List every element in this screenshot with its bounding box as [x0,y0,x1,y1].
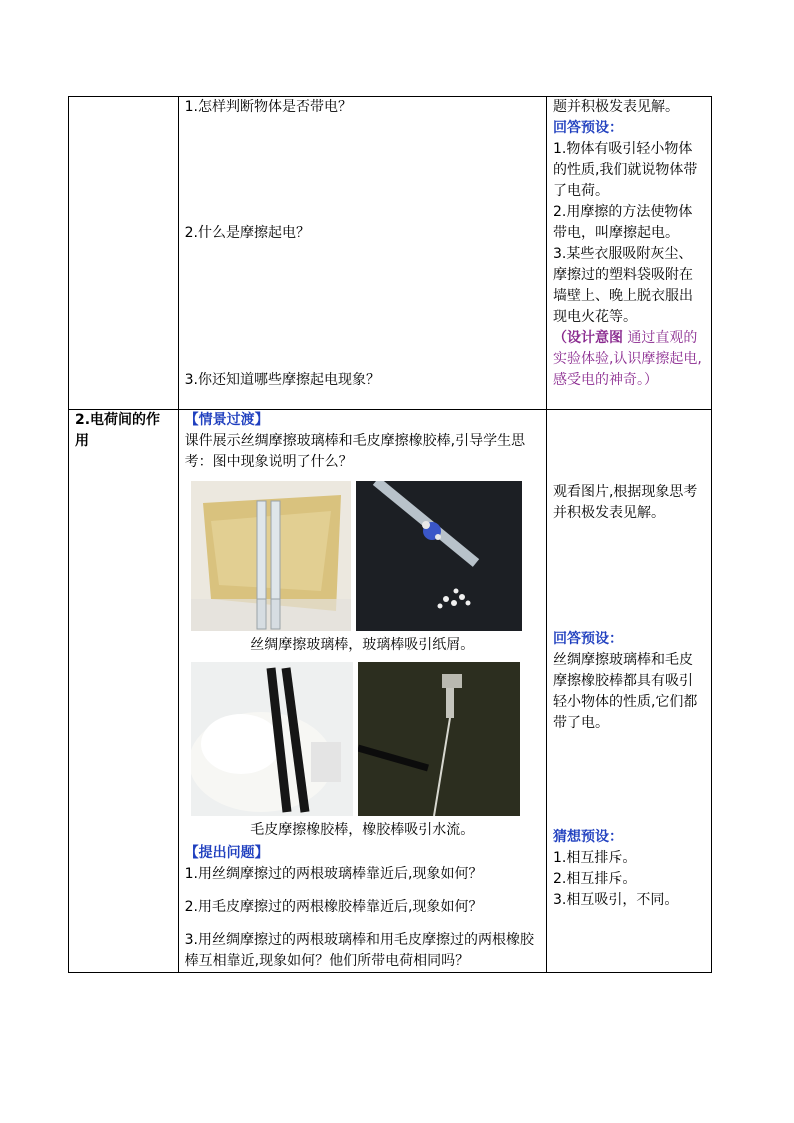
section-heading: 2.电荷间的作用 [75,412,161,449]
table-row [69,97,712,410]
photo-row-2 [191,662,540,816]
question-2: 2.用毛皮摩擦过的两根橡胶棒靠近后,现象如何？ [184,899,483,915]
design-intent-body: 通过直观的实验体验,认识摩擦起电,感受电的神奇。） [552,330,702,388]
answer-preset-title: 回答预设： [552,631,623,647]
lesson-plan-table [68,96,712,973]
student-activity-cell [546,97,711,410]
photo-row-1 [191,481,540,631]
lead-text: 题并积极发表见解。 [552,99,679,115]
question-1: 1.怎样判断物体是否带电？ [184,99,352,115]
guess-1: 1.相互排斥。 [552,850,637,866]
answer-preset-title: 回答预设： [552,120,623,136]
design-intent-title: （设计意图 [552,330,623,346]
answer-1: 1.物体有吸引轻小物体的性质,我们就说物体带了电荷。 [552,141,698,199]
question-3: 3.用丝绸摩擦过的两根玻璃棒和用毛皮摩擦过的两根橡胶棒互相靠近,现象如何？他们所带电荷相同吗？ [184,932,534,969]
answer-3: 3.某些衣服吸附灰尘、摩擦过的塑料袋吸附在墙壁上、晚上脱衣服出现电火花等。 [552,246,693,325]
observe-text: 观看图片,根据现象思考并积极发表见解。 [552,484,698,521]
photo-fur-rubber-rods [191,662,353,816]
question-3: 3.你还知道哪些摩擦起电现象？ [184,372,380,388]
caption-fur-rubber: 毛皮摩擦橡胶棒，橡胶棒吸引水流。 [250,822,475,838]
question-2: 2.什么是摩擦起电？ [184,225,310,241]
section-heading-cell [69,410,179,973]
student-activity-cell [546,410,711,973]
guess-preset-title: 猜想预设： [552,829,623,845]
photo-silk-glass-rods [191,481,351,631]
photo-glass-rod-paper-bits [356,481,522,631]
teacher-activity-cell [178,410,546,973]
question-1: 1.用丝绸摩擦过的两根玻璃棒靠近后,现象如何？ [184,866,483,882]
photo-rubber-rod-water-stream [358,662,520,816]
section-cell-empty [69,97,179,410]
scene-text: 课件展示丝绸摩擦玻璃棒和毛皮摩擦橡胶棒,引导学生思考：图中现象说明了什么？ [184,433,526,470]
answer-text: 丝绸摩擦玻璃棒和毛皮摩擦橡胶棒都具有吸引轻小物体的性质,它们都带了电。 [552,652,698,731]
caption-silk-glass: 丝绸摩擦玻璃棒，玻璃棒吸引纸屑。 [250,637,475,653]
guess-2: 2.相互排斥。 [552,871,637,887]
question-title: 【提出问题】 [184,845,269,861]
design-intent [553,328,705,391]
teacher-activity-cell [178,97,546,410]
guess-3: 3.相互吸引，不同。 [552,892,679,908]
table-row [69,410,712,973]
answer-2: 2.用摩擦的方法使物体带电，叫摩擦起电。 [552,204,693,241]
scene-title: 【情景过渡】 [184,412,269,428]
